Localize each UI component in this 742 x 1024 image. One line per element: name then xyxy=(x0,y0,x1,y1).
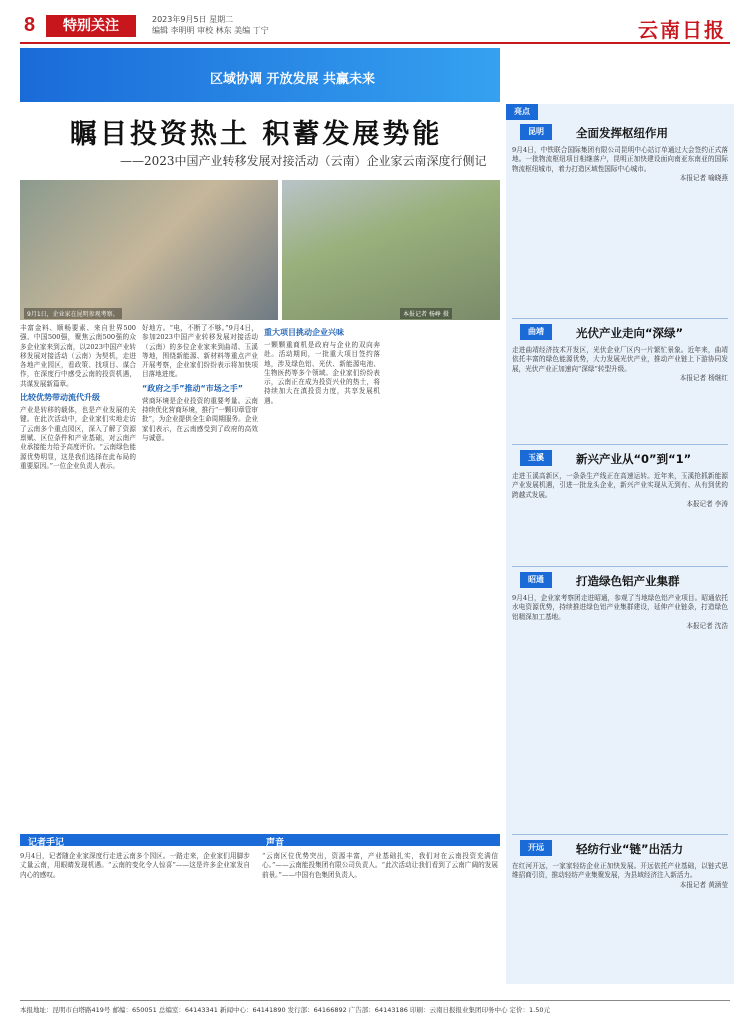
divider xyxy=(512,566,728,567)
item-title: 光伏产业走向“深绿” xyxy=(576,326,684,340)
highlights-tag: 亮点 xyxy=(506,104,538,120)
region-tag: 曲靖 xyxy=(520,324,552,340)
subheadline: ——2023中国产业转移发展对接活动（云南）企业家云南深度行侧记 xyxy=(120,154,487,168)
item-text: 9月4日，企业家考察团走进昭通，参观了当地绿色铝产业项目。昭通依托水电资源优势，持续推进绿色铝产业集群建设，延伸产业链条，打造绿色铝精深加工基地。 xyxy=(512,594,728,621)
region-tag: 昭通 xyxy=(520,572,552,588)
reporter-notes xyxy=(20,852,250,992)
article-column-1 xyxy=(20,324,136,830)
item-credit: 本报记者 喻晓燕 xyxy=(679,173,728,182)
section-label: 特别关注 xyxy=(46,15,136,37)
page-header xyxy=(20,10,730,44)
voices-column xyxy=(262,852,498,992)
item-credit: 本报记者 沈浩 xyxy=(686,621,728,630)
article-paragraph: 营商环境是企业投资的重要考量。云南持续优化营商环境，推行“一颗印章管审批”，为企业提供全生命周期服务。企业家们表示，在云南感受到了政府的高效与诚意。 xyxy=(142,396,258,442)
page-number: 8 xyxy=(24,14,36,36)
item-title: 打造绿色铝产业集群 xyxy=(576,574,680,588)
item-credit: 本报记者 黄涵莹 xyxy=(679,880,728,889)
issue-date: 2023年9月5日 星期二 xyxy=(152,15,234,24)
item-text: 走进玉溪高新区，一条条生产线正在高速运转。近年来，玉溪抢抓新能源产业发展机遇，引进一批龙头企业，新兴产业实现从无到有、从有到优的跨越式发展。 xyxy=(512,472,728,499)
item-title: 全面发挥枢纽作用 xyxy=(576,126,668,140)
photo-caption-right: 本报记者 杨峥 摄 xyxy=(400,308,452,319)
item-body xyxy=(512,862,728,992)
article-column-2 xyxy=(142,324,258,830)
masthead-logo: 云南日报 xyxy=(638,18,726,42)
item-credit: 本报记者 李涛 xyxy=(686,499,728,508)
bottom-section-bar xyxy=(20,834,500,846)
item-body xyxy=(512,346,728,436)
headline: 瞩目投资热土 积蓄发展势能 xyxy=(70,119,443,150)
item-title: 轻纺行业“链”出活力 xyxy=(576,842,684,856)
item-text: 走进曲靖经济技术开发区，光伏企业厂区内一片繁忙景象。近年来，曲靖依托丰富的绿色能源优势，大力发展光伏产业，推动产业链上下游协同发展，光伏产业正加速向“深绿”转型升级。 xyxy=(512,346,728,373)
item-body xyxy=(512,146,728,296)
item-text: 9月4日，中铁联合国际集团有限公司昆明中心站订单通过大会签约正式落地。一批物流枢纽项目相继落户，昆明正加快建设面向南亚东南亚的国际物流枢纽城市，着力打造区域性国际中心城市。 xyxy=(512,146,728,173)
photo-caption-left: 9月1日，企业家在昆明参观考察。 xyxy=(24,308,122,319)
divider xyxy=(512,834,728,835)
voices-label: 声音 xyxy=(266,838,285,848)
divider xyxy=(512,444,728,445)
item-title: 新兴产业从“0”到“1” xyxy=(576,452,692,466)
dateline xyxy=(152,14,269,36)
article-paragraph: 丰富金料、顺畅要素、来自世界500强、中国500强，聚焦云南500强的众多企业家来到云南，以2023中国产业转移发展对接活动（云南）为契机，走进各地产业园区，看政策、找项目、谋合作，在深度行中感受云南的投资机遇，共谋发展新篇章。 xyxy=(20,324,136,388)
item-text: 在红河开远，一家家轻纺企业正加快发展。开远依托产业基础，以链式思维招商引资，推动轻纺产业集聚发展，为县域经济注入新活力。 xyxy=(512,862,728,880)
photo-industrial-park xyxy=(282,180,500,320)
article-subheading: 重大项目挑动企业兴味 xyxy=(264,328,344,337)
article-paragraph: 一颗颗重商机是政府与企业的双向奔赴。活动期间，一批重大项目签约落地，涉及绿色铝、光伏、新能源电池、生物医药等多个领域。企业家们纷纷表示，云南正在成为投资兴业的热土，将持续加大在滇投资力度，共享发展机遇。 xyxy=(264,341,380,405)
article-paragraph: 好地方。“电，不断了不够。”9月4日，参加2023中国产业转移发展对接活动（云南）的多位企业家来到曲靖、玉溪等地，围绕新能源、新材料等重点产业开展考察，企业家们纷纷表示将加快项目落地进度。 xyxy=(142,324,258,379)
article-paragraph: 产业是转移的载体，也是产业发展的关键。在此次活动中，企业家们实地走访了云南多个重点园区，深入了解了资源禀赋、区位条件和产业基础，对云南产业承接能力给予高度评价。“云南绿色能源优势明显，这是我们选择在此布局的重要原因。”一位企业负责人表示。 xyxy=(20,406,136,470)
photo-delegation xyxy=(20,180,278,320)
reporter-notes-label: 记者手记 xyxy=(28,838,65,848)
item-body xyxy=(512,472,728,558)
item-body xyxy=(512,594,728,694)
editor-credits: 编辑 李明明 审校 林东 美编 丁宁 xyxy=(152,26,269,35)
region-tag: 玉溪 xyxy=(520,450,552,466)
item-credit: 本报记者 杨继红 xyxy=(679,373,728,382)
article-subheading: 比较优势带动流代升级 xyxy=(20,393,100,403)
divider xyxy=(512,318,728,319)
article-subheading: “政府之手”推动“市场之手” xyxy=(142,383,244,393)
region-tag: 开远 xyxy=(520,840,552,856)
notes-text: 9月4日，记者随企业家深度行走进云南多个园区。一路走来，企业家们用脚步丈量云南，用眼睛发现机遇。“云南的变化令人惊喜”——这是许多企业家发自内心的感叹。 xyxy=(20,852,250,879)
page-footer: 本报地址：昆明市白塔路419号 邮编：650051 总编室：64143341 新闻中心：64141890 发行部：64166892 广告部：64143186 印刷：云南日报报业集团印务中心 定价：1.50元 xyxy=(20,1000,730,1014)
region-tag: 昆明 xyxy=(520,124,552,140)
banner-text: 区域协调 开放发展 共赢未来 xyxy=(210,72,376,87)
voices-text: “云南区位优势突出，资源丰富，产业基础扎实，我们对在云南投资充满信心。”——云南能投集团有限公司负责人。“此次活动让我们看到了云南广阔的发展前景。”——中国有色集团负责人。 xyxy=(262,852,498,879)
article-column-3 xyxy=(264,324,380,830)
